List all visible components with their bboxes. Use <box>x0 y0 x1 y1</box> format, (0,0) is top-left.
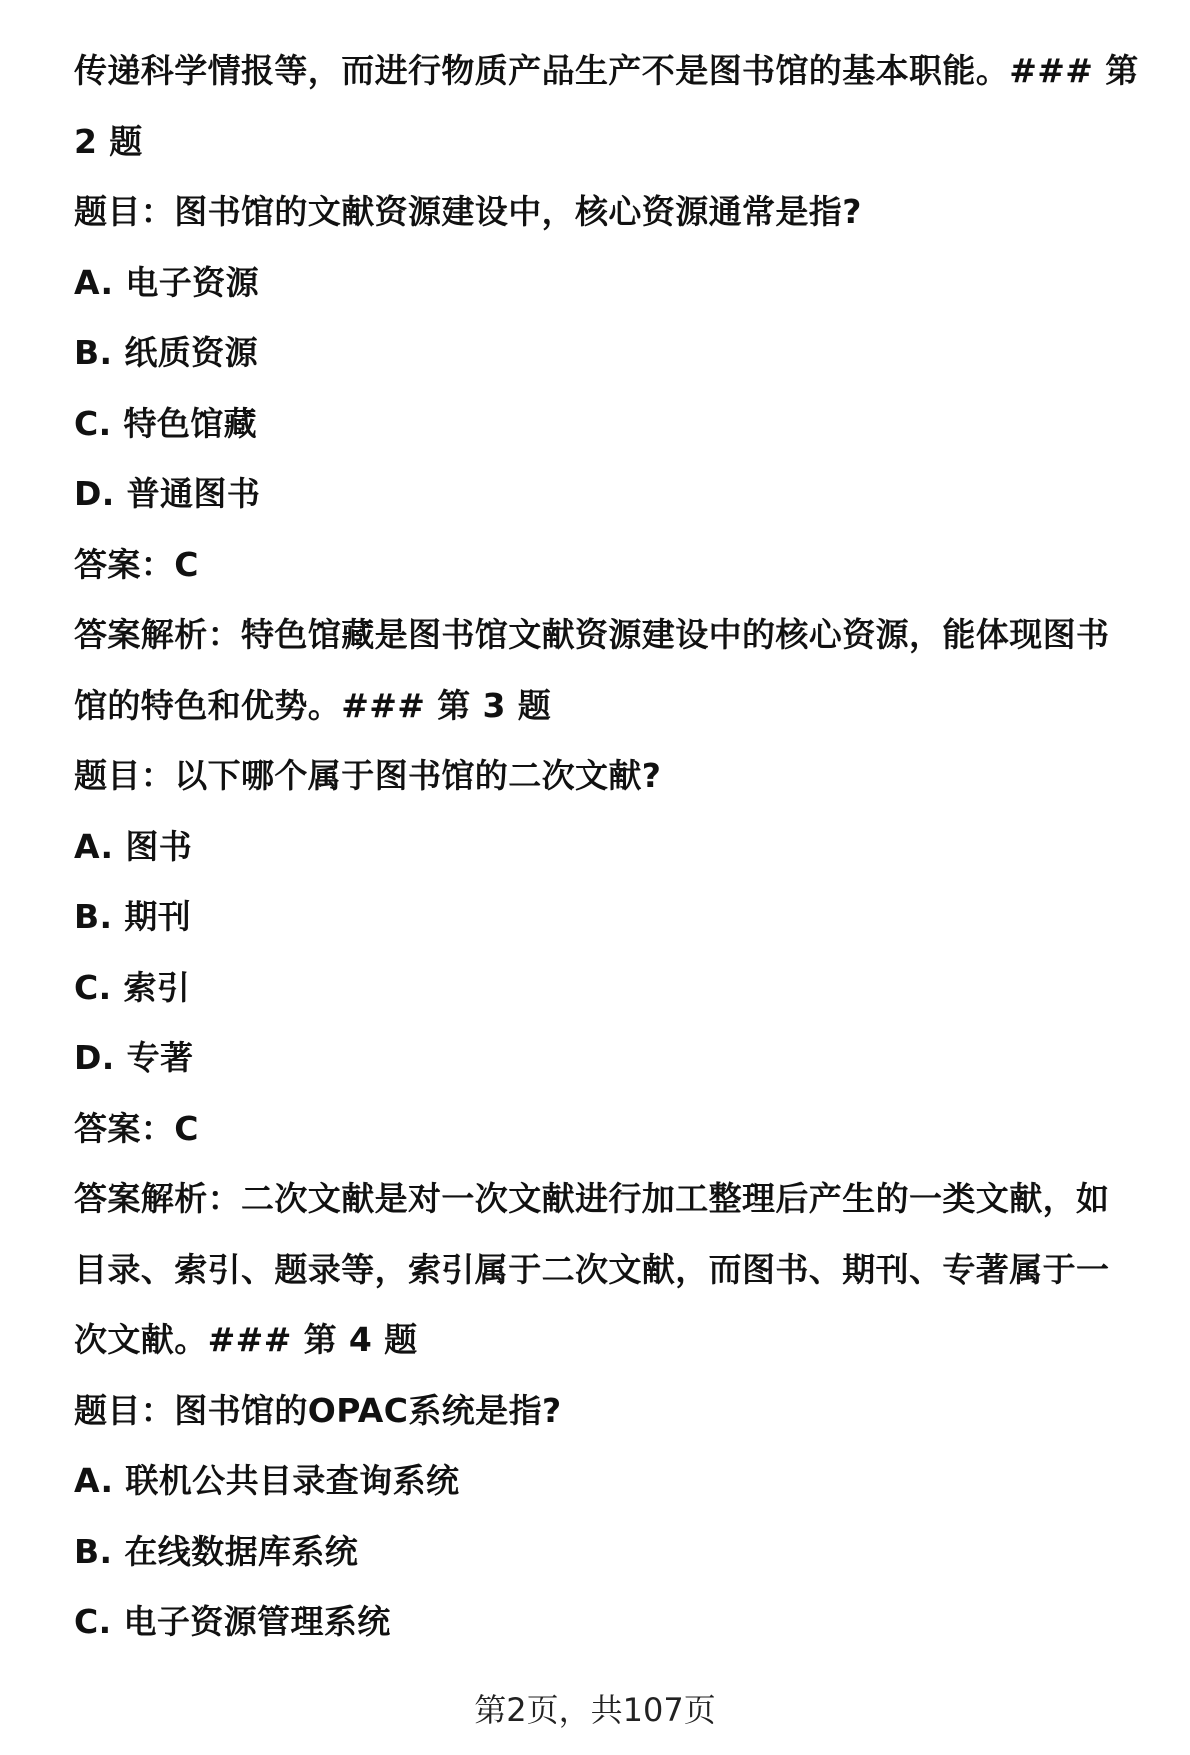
option-c: C. 特色馆藏 <box>74 403 258 443</box>
answer-explanation-continued: 馆的特色和优势。### 第 3 题 <box>74 685 552 725</box>
answer-explanation: 答案解析：二次文献是对一次文献进行加工整理后产生的一类文献，如 <box>74 1179 1110 1218</box>
option-a: A. 电子资源 <box>74 262 259 302</box>
option-c: C. 索引 <box>74 967 191 1007</box>
question-stem: 题目：图书馆的文献资源建设中，核心资源通常是指? <box>74 192 862 231</box>
answer: 答案：C <box>74 1108 199 1148</box>
answer: 答案：C <box>74 544 199 584</box>
answer-explanation-continued: 目录、索引、题录等，索引属于二次文献，而图书、期刊、专著属于一 <box>74 1249 1110 1289</box>
question-number-line: 2 题 <box>74 121 143 161</box>
option-a: A. 图书 <box>74 826 193 866</box>
option-d: D. 专著 <box>74 1038 194 1077</box>
option-a: A. 联机公共目录查询系统 <box>74 1461 460 1500</box>
page-footer: 第2页，共107页 <box>474 1691 716 1729</box>
page-content <box>74 36 1164 1658</box>
option-b: B. 在线数据库系统 <box>74 1531 359 1571</box>
answer-explanation: 答案解析：特色馆藏是图书馆文献资源建设中的核心资源，能体现图书 <box>74 615 1110 654</box>
option-d: D. 普通图书 <box>74 474 261 513</box>
option-b: B. 纸质资源 <box>74 333 258 372</box>
option-b: B. 期刊 <box>74 897 192 936</box>
text-line: 传递科学情报等，而进行物质产品生产不是图书馆的基本职能。### 第 <box>74 51 1139 90</box>
option-c: C. 电子资源管理系统 <box>74 1602 391 1641</box>
question-stem: 题目：以下哪个属于图书馆的二次文献? <box>74 756 662 795</box>
answer-explanation-continued: 次文献。### 第 4 题 <box>74 1320 418 1359</box>
question-stem: 题目：图书馆的OPAC系统是指? <box>74 1390 562 1430</box>
